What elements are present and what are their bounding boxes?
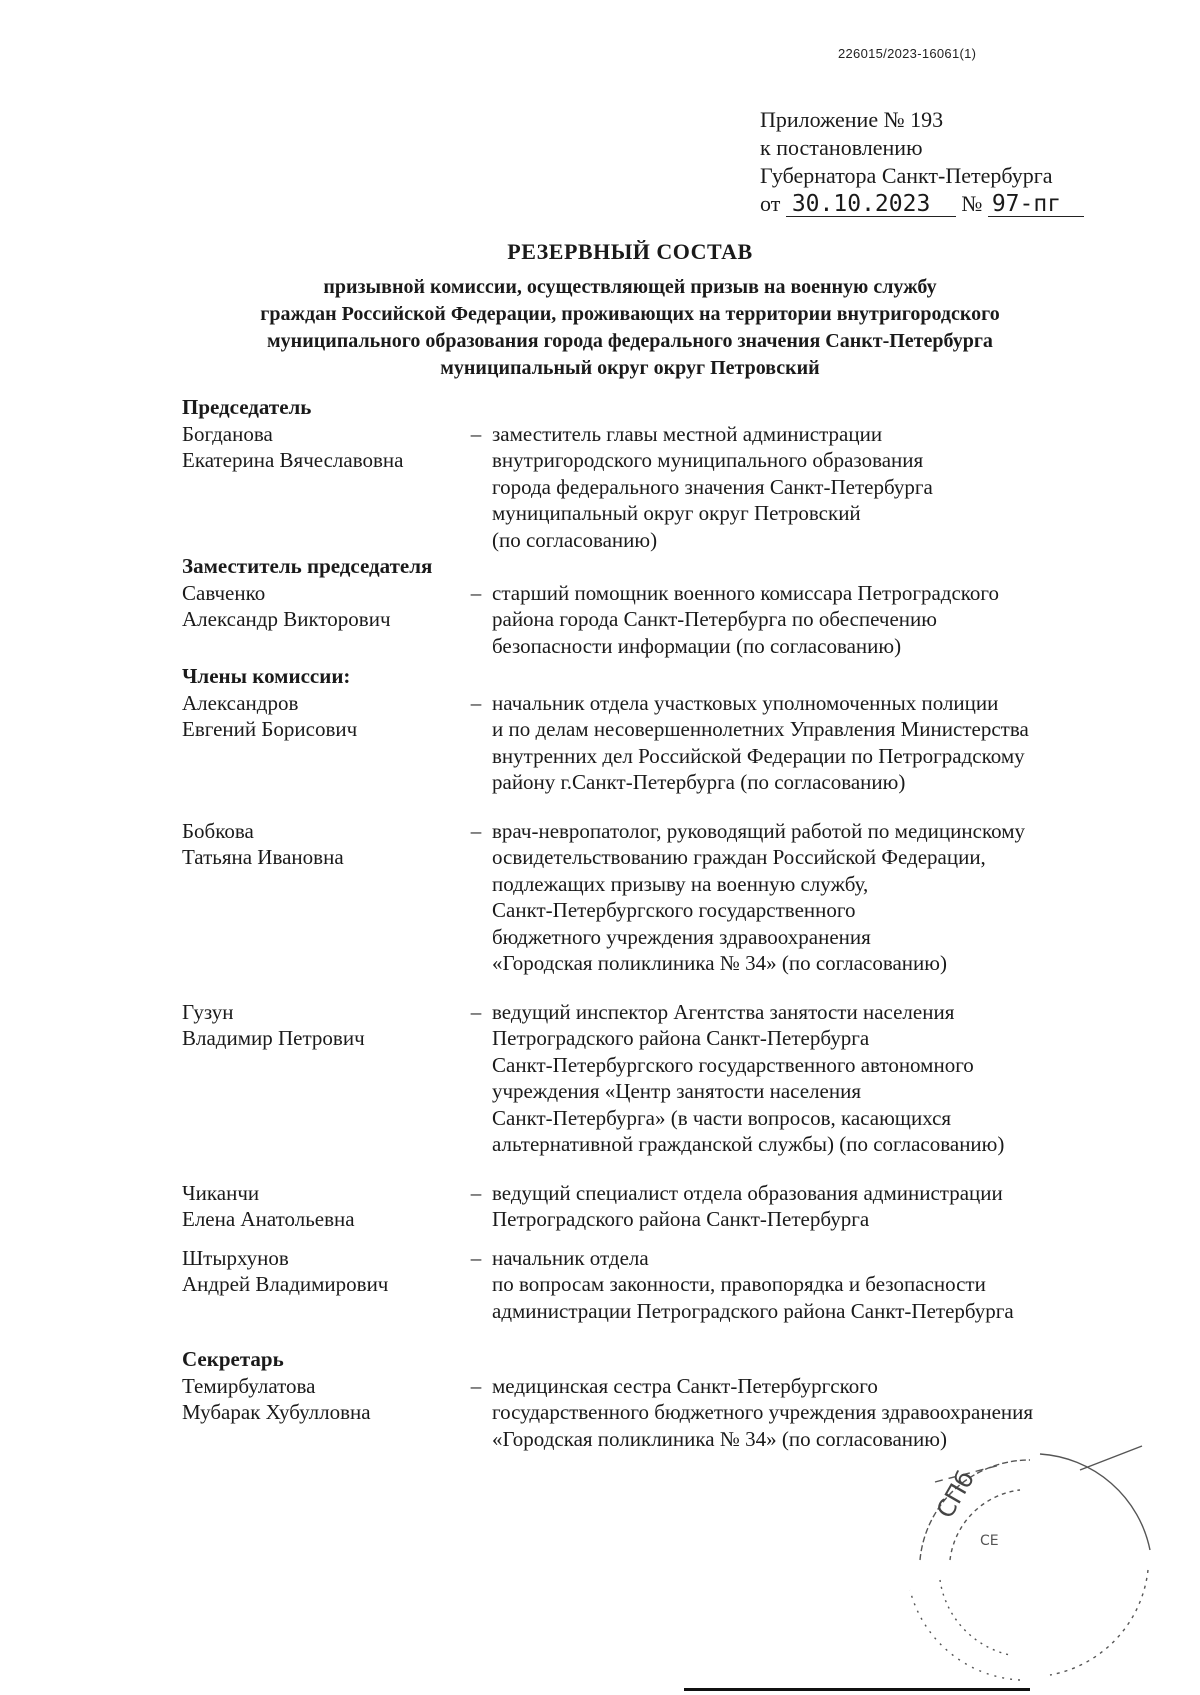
dash-separator: –: [470, 421, 482, 446]
member-role: начальник отдела участковых уполномоченных полиции и по делам несовершеннолетних Управления Министерства внутренних дел Российской Федерации по Петроградскому району г.Санкт-Петербурга (по согласованию): [492, 690, 1029, 794]
dash-separator: –: [470, 1245, 482, 1270]
member-entry: [182, 1245, 1122, 1325]
appendix-block: [760, 106, 1084, 218]
stamp-text-fragment: СПб: [930, 1466, 981, 1523]
title-subline: граждан Российской Федерации, проживающих на территории внутригородского: [260, 303, 1000, 325]
member-role: ведущий инспектор Агентства занятости населения Петроградского района Санкт-Петербурга Санкт-Петербургского государственного автономного учреждения «Центр занятости населения Санкт-Петербурга» (в части вопросов, касающихся альтернативной гражданской службы) (по согласованию): [492, 999, 1005, 1156]
member-name: Савченко Александр Викторович: [182, 580, 391, 631]
dash-separator: –: [470, 580, 482, 605]
official-stamp-seal: [880, 1440, 1170, 1690]
dash-separator: –: [470, 1373, 482, 1398]
member-name: Штырхунов Андрей Владимирович: [182, 1245, 389, 1296]
member-entry: [182, 818, 1122, 977]
member-name: Темирбулатова Мубарак Хубулловна: [182, 1373, 371, 1424]
document-registration-number: 226015/2023-16061(1): [838, 46, 977, 61]
member-entry: [182, 1180, 1122, 1233]
member-entry: [182, 690, 1122, 796]
title-main: РЕЗЕРВНЫЙ СОСТАВ: [507, 239, 753, 264]
title-subline: призывной комиссии, осуществляющей призыв на военную службу: [323, 276, 937, 298]
title-subline: муниципального образования города федерального значения Санкт-Петербурга: [267, 330, 993, 352]
member-role: заместитель главы местной администрации внутригородского муниципального образования города федерального значения Санкт-Петербурга муниципальный округ округ Петровский (по согласованию): [492, 421, 933, 552]
decree-number: 97-пг: [988, 192, 1084, 217]
member-role: врач-невропатолог, руководящий работой по медицинскому освидетельствованию граждан Российской Федерации, подлежащих призыву на военную службу, Санкт-Петербургского государственного бюджетного учреждения здравоохранения «Городская поликлиника № 34» (по согласованию): [492, 818, 1025, 975]
member-role: начальник отдела по вопросам законности, правопорядка и безопасности администрации Петроградского района Санкт-Петербурга: [492, 1245, 1014, 1323]
dash-separator: –: [470, 999, 482, 1024]
stamp-text-fragment: СЕ: [980, 1533, 999, 1549]
appendix-issuer: Губернатора Санкт-Петербурга: [760, 163, 1053, 188]
section-heading-deputy: Заместитель председателя: [182, 554, 433, 578]
section-heading-members: Члены комиссии:: [182, 664, 351, 688]
member-role: медицинская сестра Санкт-Петербургского государственного бюджетного учреждения здравоохранения «Городская поликлиника № 34» (по согласованию): [492, 1373, 1034, 1451]
member-name: Чиканчи Елена Анатольевна: [182, 1180, 355, 1231]
member-name: Бобкова Татьяна Ивановна: [182, 818, 344, 869]
appendix-title: Приложение № 193: [760, 107, 944, 132]
member-role: ведущий специалист отдела образования администрации Петроградского района Санкт-Петербурга: [492, 1180, 1003, 1231]
member-entry: [182, 580, 1122, 660]
date-prefix: от: [760, 191, 781, 216]
member-name: Гузун Владимир Петрович: [182, 999, 365, 1050]
commission-roster: [182, 394, 1122, 1452]
appendix-date-line: [760, 190, 1084, 218]
section-heading-secretary: Секретарь: [182, 1347, 284, 1371]
section-heading-chair: Председатель: [182, 395, 312, 419]
bottom-rule: [684, 1688, 1030, 1691]
member-name: Богданова Екатерина Вячеславовна: [182, 421, 404, 472]
decree-date: 30.10.2023: [786, 192, 956, 217]
member-entry: [182, 999, 1122, 1158]
title-subline: муниципальный округ округ Петровский: [440, 357, 820, 379]
dash-separator: –: [470, 818, 482, 843]
dash-separator: –: [470, 1180, 482, 1205]
number-prefix: №: [961, 191, 983, 216]
document-title: [150, 238, 1110, 382]
member-entry: [182, 421, 1122, 554]
member-name: Александров Евгений Борисович: [182, 690, 358, 741]
appendix-reference: к постановлению: [760, 135, 923, 160]
dash-separator: –: [470, 690, 482, 715]
member-role: старший помощник военного комиссара Петроградского района города Санкт-Петербурга по обеспечению безопасности информации (по согласованию): [492, 580, 1000, 658]
